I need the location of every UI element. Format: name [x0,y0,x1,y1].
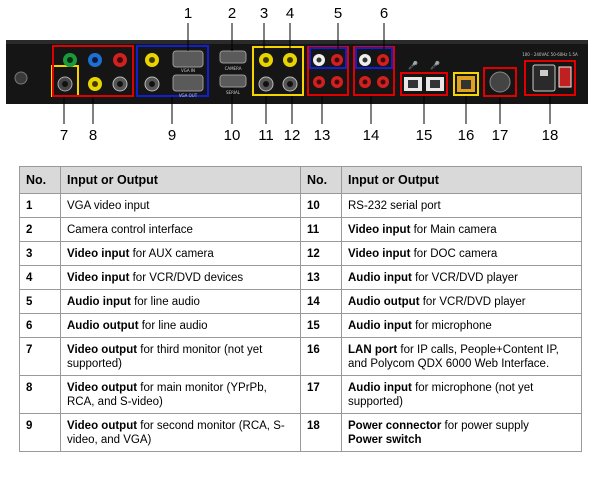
description-emphasis: Power connector [348,420,442,432]
row-description [61,194,301,218]
callout-13: 13 [313,127,331,144]
description-text: RS-232 serial port [348,200,441,212]
serial-port [220,75,246,87]
row-description [342,314,582,338]
vga-out-label: VGA OUT [178,93,198,98]
row-description [61,242,301,266]
description-text: for Main camera [410,224,497,236]
row-number: 2 [20,218,61,242]
callout-6: 6 [379,5,389,22]
description-text: for VCR/DVD player [419,296,526,308]
row-number: 9 [20,414,61,452]
svg-text:🎤: 🎤 [408,61,418,70]
row-description [342,338,582,376]
row-description [61,218,301,242]
row-number: 15 [301,314,342,338]
callout-17: 17 [491,127,509,144]
description-emphasis: Audio output [348,296,420,308]
row-number: 7 [20,338,61,376]
row-number: 13 [301,266,342,290]
serial-label: SERIAL [226,90,240,95]
vga-in-port [173,51,203,67]
row-number: 6 [20,314,61,338]
description-text: for microphone (not yet supported) [348,382,534,408]
header-no-left: No. [20,167,61,194]
description-text: for line audio [138,320,208,332]
description-emphasis: Video output [67,382,138,394]
power-switch-icon [559,67,571,87]
row-number: 11 [301,218,342,242]
row-number: 12 [301,242,342,266]
description-text: for second monitor (RCA, S-video, and VGA) [67,420,285,446]
row-number: 5 [20,290,61,314]
row-number: 4 [20,266,61,290]
table-row [20,290,582,314]
callout-5: 5 [333,5,343,22]
table-row [20,338,582,376]
table-header-row [20,167,582,194]
description-text: for power supply [441,420,529,432]
vga-in-label: VGA IN [180,68,196,73]
callout-16: 16 [457,127,475,144]
row-number: 17 [301,376,342,414]
description-emphasis-2: Power switch [348,434,422,446]
description-text: for VCR/DVD devices [129,272,244,284]
description-text: for AUX camera [129,248,214,260]
description-emphasis: Audio input [67,296,131,308]
callout-1: 1 [183,5,193,22]
row-description [61,376,301,414]
row-description [61,290,301,314]
description-text: for VCR/DVD player [411,272,518,284]
callout-4: 4 [285,5,295,22]
table-row [20,414,582,452]
description-emphasis: Video input [67,272,130,284]
svg-text:🎤: 🎤 [430,61,440,70]
description-text: for microphone [411,320,492,332]
device-back-panel-figure [0,0,600,160]
description-emphasis: Audio input [348,272,412,284]
row-number: 1 [20,194,61,218]
row-number: 14 [301,290,342,314]
row-description [61,314,301,338]
table-row [20,266,582,290]
callout-14: 14 [362,127,380,144]
row-description [342,266,582,290]
description-text: for line audio [130,296,200,308]
row-number: 3 [20,242,61,266]
callout-2: 2 [227,5,237,22]
row-number: 18 [301,414,342,452]
callout-3: 3 [259,5,269,22]
header-no-right: No. [301,167,342,194]
table-row [20,218,582,242]
callout-15: 15 [415,127,433,144]
description-text: VGA video input [67,200,150,212]
description-emphasis: Audio output [67,320,139,332]
ports-table [19,166,582,452]
description-emphasis: Audio input [348,320,412,332]
row-description [61,266,301,290]
table-row [20,376,582,414]
callout-11: 11 [258,127,274,144]
description-text: for DOC camera [410,248,498,260]
panel-button-icon [15,72,27,84]
description-emphasis: Video output [67,344,138,356]
vga-out-port [173,75,203,91]
description-emphasis: Video input [348,248,411,260]
callout-18: 18 [541,127,559,144]
row-description [61,338,301,376]
callout-12: 12 [283,127,301,144]
row-description [342,242,582,266]
description-text: for third monitor (not yet supported) [67,344,263,370]
callout-9: 9 [167,127,177,144]
row-description [342,194,582,218]
description-text: for main monitor (YPrPb, RCA, and S-video) [67,382,267,408]
power-connector-icon [533,65,555,91]
description-text: for IP calls, People+Content IP, and Polycom QDX 6000 Web Interface. [348,344,559,370]
description-emphasis: Audio input [348,382,412,394]
row-description [342,218,582,242]
row-description [342,376,582,414]
description-emphasis: LAN port [348,344,398,356]
row-number: 10 [301,194,342,218]
row-description [342,414,582,452]
callout-10: 10 [223,127,241,144]
table-row [20,242,582,266]
row-number: 8 [20,376,61,414]
table-row [20,194,582,218]
row-number: 16 [301,338,342,376]
header-io-left: Input or Output [61,167,301,194]
description-emphasis: Video output [67,420,138,432]
camera-port [220,51,246,63]
power-rating-label: 100 - 240VAC 50-60Hz 1.5A [522,52,578,57]
header-io-right: Input or Output [342,167,582,194]
description-text: Camera control interface [67,224,193,236]
description-emphasis: Video input [67,248,130,260]
row-description [61,414,301,452]
callout-8: 8 [88,127,98,144]
description-emphasis: Video input [348,224,411,236]
row-description [342,290,582,314]
table-row [20,314,582,338]
callout-7: 7 [59,127,69,144]
camera-label: CAMERA [224,66,242,71]
